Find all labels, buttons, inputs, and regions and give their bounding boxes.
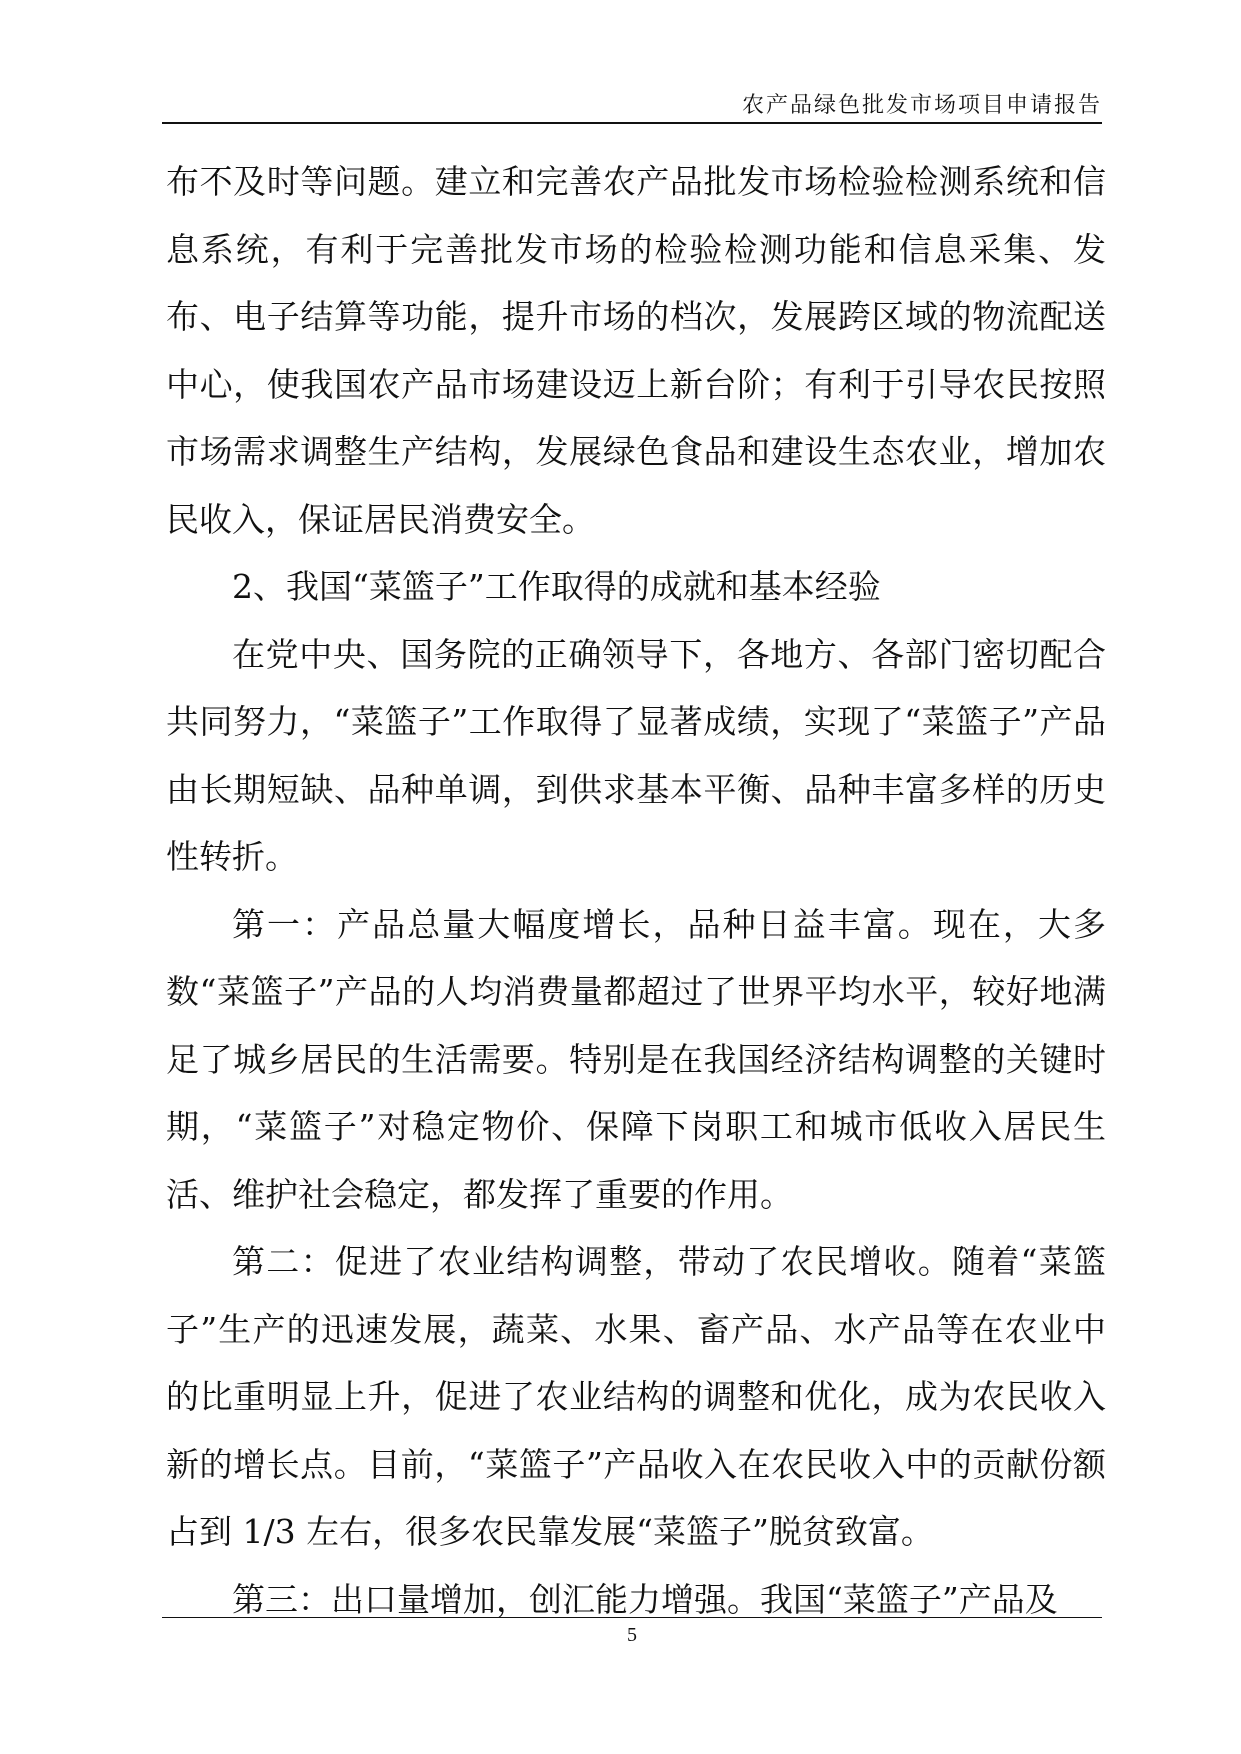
section-heading: 2、我国“菜篮子”工作取得的成就和基本经验 <box>232 567 881 606</box>
header-divider <box>162 122 1102 124</box>
document-body <box>166 148 1106 1633</box>
paragraph: 在党中央、国务院的正确领导下，各地方、各部门密切配合共同努力，“菜篮子”工作取得了显著成绩，实现了“菜篮子”产品由长期短缺、品种单调，到供求基本平衡、品种丰富多样的历史性转折。 <box>166 634 1106 876</box>
paragraph: 第一：产品总量大幅度增长，品种日益丰富。现在，大多数“菜篮子”产品的人均消费量都超过了世界平均水平，较好地满足了城乡居民的生活需要。特别是在我国经济结构调整的关键时期，“菜篮子”对稳定物价、保障下岗职工和城市低收入居民生活、维护社会稳定，都发挥了重要的作用。 <box>166 904 1106 1214</box>
page-number: 5 <box>627 1624 637 1646</box>
header-title: 农产品绿色批发市场项目申请报告 <box>741 93 1102 118</box>
paragraph: 第三：出口量增加，创汇能力增强。我国“菜篮子”产品及 <box>232 1579 1058 1619</box>
footer-divider <box>162 1617 1102 1618</box>
paragraph: 布不及时等问题。建立和完善农产品批发市场检验检测系统和信息系统，有利于完善批发市场的检验检测功能和信息采集、发布、电子结算等功能，提升市场的档次，发展跨区域的物流配送中心，使我国农产品市场建设迈上新台阶；有利于引导农民按照市场需求调整生产结构，发展绿色食品和建设生态农业，增加农民收入，保证居民消费安全。 <box>166 162 1106 539</box>
page-header <box>162 84 1102 120</box>
paragraph: 第二：促进了农业结构调整，带动了农民增收。随着“菜篮子”生产的迅速发展，蔬菜、水果、畜产品、水产品等在农业中的比重明显上升，促进了农业结构的调整和优化，成为农民收入新的增长点。目前，“菜篮子”产品收入在农民收入中的贡献份额占到 1/3 左右，很多农民靠发展“菜篮子”脱贫致富。 <box>166 1242 1106 1551</box>
